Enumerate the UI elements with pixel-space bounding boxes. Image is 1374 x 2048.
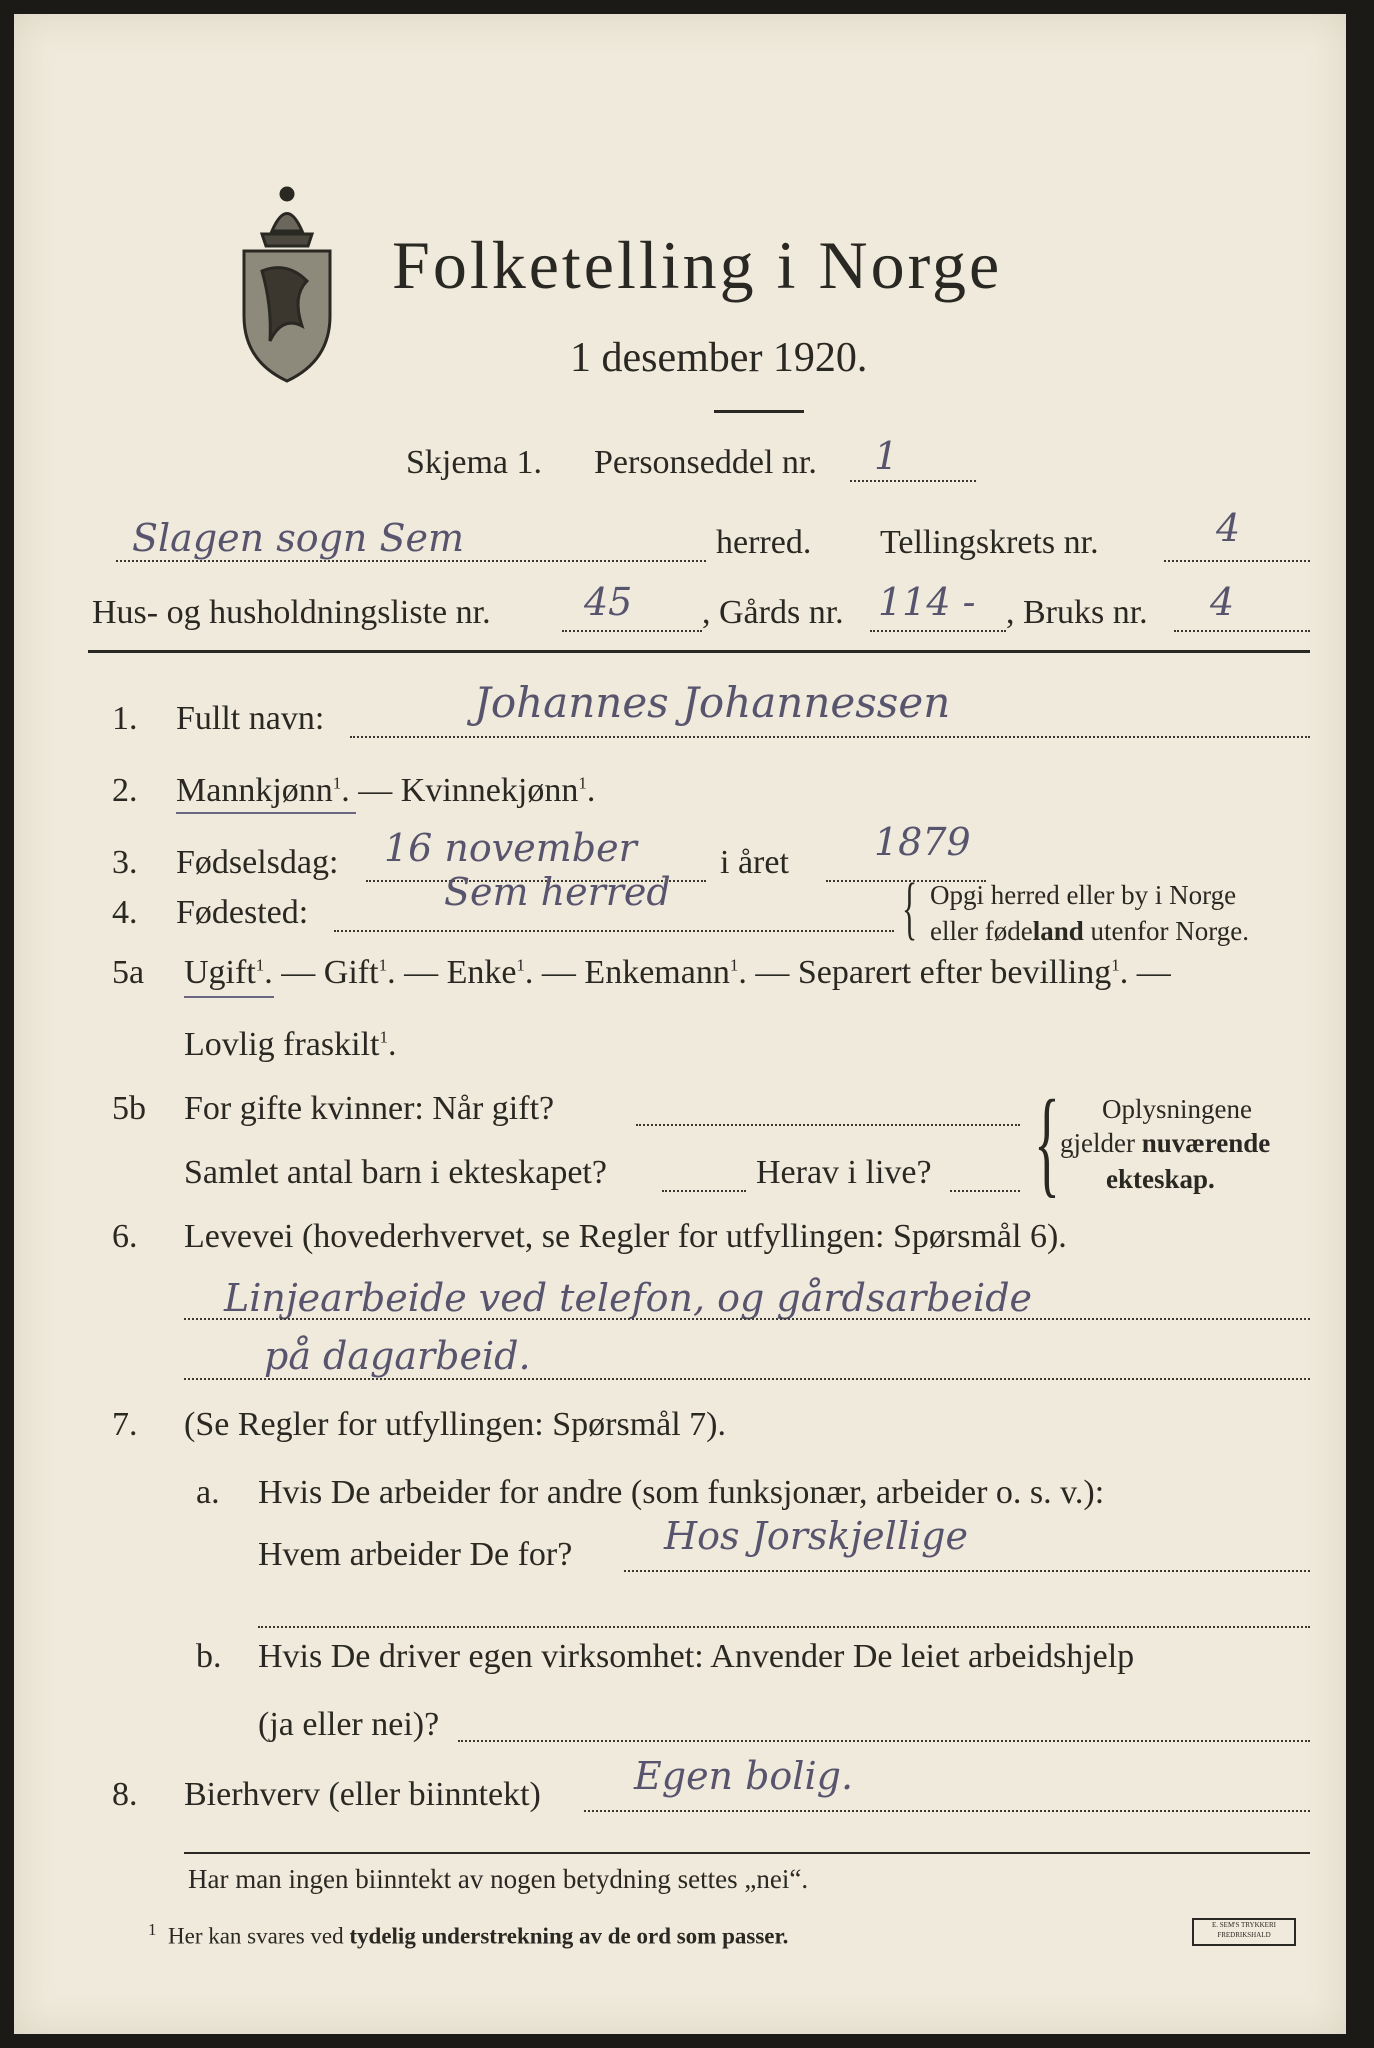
q1-value[interactable]: Johannes Johannessen xyxy=(474,678,951,727)
q6-number: 6. xyxy=(112,1218,138,1255)
q7a-line-1 xyxy=(624,1570,1310,1572)
tellingskrets-value[interactable]: 4 xyxy=(1216,506,1241,550)
q5b-label-1: For gifte kvinner: Når gift? xyxy=(184,1090,555,1127)
q5a-enke[interactable]: Enke xyxy=(446,954,517,991)
q5b-brace: { xyxy=(1034,1075,1060,1208)
footnote: $^1$ Her kan svares ved tydelig understrekning av de ord som passer. xyxy=(148,1920,789,1949)
q4-brace: { xyxy=(902,870,918,947)
q6-value-2[interactable]: på dagarbeid. xyxy=(264,1334,531,1378)
q1-label: Fullt navn: xyxy=(176,700,325,737)
tellingskrets-line xyxy=(1164,560,1310,562)
q5a-ugift-underline xyxy=(184,996,274,998)
q5b-married-line xyxy=(636,1124,1020,1126)
personseddel-label: Personseddel nr. xyxy=(594,444,817,481)
q5b-label-3: Herav i live? xyxy=(756,1154,932,1191)
q4-value[interactable]: Sem herred xyxy=(444,870,671,914)
q7a-label: Hvis De arbeider for andre (som funksjonær, arbeider o. s. v.): xyxy=(258,1474,1105,1511)
q8-value[interactable]: Egen bolig. xyxy=(634,1754,854,1798)
q6-line-1 xyxy=(184,1318,1310,1320)
q7a-question: Hvem arbeider De for? xyxy=(258,1536,573,1573)
q7a-value[interactable]: Hos Jorskjellige xyxy=(664,1514,968,1558)
herred-label: herred. xyxy=(716,524,812,561)
hus-label: Hus- og husholdningsliste nr. xyxy=(92,594,491,631)
header-divider xyxy=(88,650,1310,653)
census-form-page xyxy=(14,14,1346,2034)
q5a-gift[interactable]: Gift xyxy=(323,954,379,991)
q5b-note-2: gjelder nuværende xyxy=(1060,1128,1271,1158)
q7b-label: Hvis De driver egen virksomhet: Anvender De leiet arbeidshjelp xyxy=(258,1638,1135,1675)
q7b-question: (ja eller nei)? xyxy=(258,1706,440,1743)
q5a-options: Ugift$^1$. — Gift$^1$. — Enke$^1$. — Enkemann$^1$. — Separert efter bevilling$^1$. — xyxy=(184,954,1171,991)
personseddel-value[interactable]: 1 xyxy=(874,434,899,478)
herred-line xyxy=(116,560,706,562)
q6-value-1[interactable]: Linjearbeide ved telefon, og gårdsarbeide xyxy=(224,1276,1033,1320)
q2-sex-options: Mannkjønn$^1$. — Kvinnekjønn$^1$. xyxy=(176,772,596,809)
tellingskrets-label: Tellingskrets nr. xyxy=(880,524,1099,561)
herred-value[interactable]: Slagen sogn Sem xyxy=(132,516,465,560)
q5b-alive-line xyxy=(950,1190,1020,1192)
q5a-enkemann[interactable]: Enkemann xyxy=(584,954,730,991)
q7a-number: a. xyxy=(196,1474,220,1511)
q8-line xyxy=(584,1810,1310,1812)
personseddel-line xyxy=(850,480,976,482)
q2-kvinne[interactable]: Kvinnekjønn xyxy=(400,772,579,809)
gards-label: , Gårds nr. xyxy=(702,594,844,631)
q4-number: 4. xyxy=(112,894,138,931)
q7b-number: b. xyxy=(196,1638,222,1675)
hus-value[interactable]: 45 xyxy=(584,580,633,624)
q2-mann[interactable]: Mannkjønn xyxy=(176,772,333,809)
bruks-line xyxy=(1174,630,1310,632)
q5a-lovlig[interactable]: Lovlig fraskilt$^1$. xyxy=(184,1026,397,1063)
q3-number: 3. xyxy=(112,844,138,881)
q4-note-2: eller fødeland utenfor Norge. xyxy=(930,916,1249,946)
bruks-value[interactable]: 4 xyxy=(1210,580,1235,624)
q2-number: 2. xyxy=(112,772,138,809)
q5b-note-3: ekteskap. xyxy=(1106,1164,1215,1194)
bruks-label: , Bruks nr. xyxy=(1006,594,1148,631)
q6-line-2 xyxy=(184,1378,1310,1380)
q3-year-value[interactable]: 1879 xyxy=(874,820,971,864)
gards-line xyxy=(870,630,1006,632)
coat-of-arms-icon xyxy=(232,176,342,386)
q7a-line-2 xyxy=(258,1626,1310,1628)
q4-note-1: Opgi herred eller by i Norge xyxy=(930,880,1237,910)
q8-label: Bierhverv (eller biinntekt) xyxy=(184,1776,541,1813)
q7-number: 7. xyxy=(112,1406,138,1443)
q1-number: 1. xyxy=(112,700,138,737)
q4-label: Fødested: xyxy=(176,894,309,931)
hus-line xyxy=(562,630,702,632)
footer-divider xyxy=(184,1852,1310,1854)
q5a-ugift[interactable]: Ugift xyxy=(184,954,256,991)
q1-line xyxy=(350,736,1310,738)
q7b-line xyxy=(458,1740,1310,1742)
title-divider xyxy=(714,410,804,413)
q5b-children-line xyxy=(662,1190,746,1192)
q5a-number: 5a xyxy=(112,954,145,991)
schema-label: Skjema 1. xyxy=(406,444,542,481)
q6-label: Levevei (hovederhvervet, se Regler for utfyllingen: Spørsmål 6). xyxy=(184,1218,1067,1255)
q3-value[interactable]: 16 november xyxy=(384,826,637,870)
gards-value[interactable]: 114 - xyxy=(878,580,976,624)
q3-label: Fødselsdag: xyxy=(176,844,339,881)
q5b-note-1: Oplysningene xyxy=(1102,1094,1252,1124)
q2-mann-underline xyxy=(176,812,356,814)
q3-year-label: i året xyxy=(720,844,789,881)
q5a-separert[interactable]: Separert efter bevilling xyxy=(797,954,1112,991)
printer-stamp: E. SEM'S TRYKKERI FREDRIKSHALD xyxy=(1192,1918,1296,1946)
q7-label: (Se Regler for utfyllingen: Spørsmål 7). xyxy=(184,1406,727,1443)
census-date: 1 desember 1920. xyxy=(570,335,868,381)
q4-line xyxy=(334,930,894,932)
q5b-label-2: Samlet antal barn i ekteskapet? xyxy=(184,1154,607,1191)
q8-number: 8. xyxy=(112,1776,138,1813)
footer-note: Har man ingen biinntekt av nogen betydning settes „nei“. xyxy=(188,1864,809,1894)
form-title: Folketelling i Norge xyxy=(392,227,1003,303)
q5b-number: 5b xyxy=(112,1090,146,1127)
